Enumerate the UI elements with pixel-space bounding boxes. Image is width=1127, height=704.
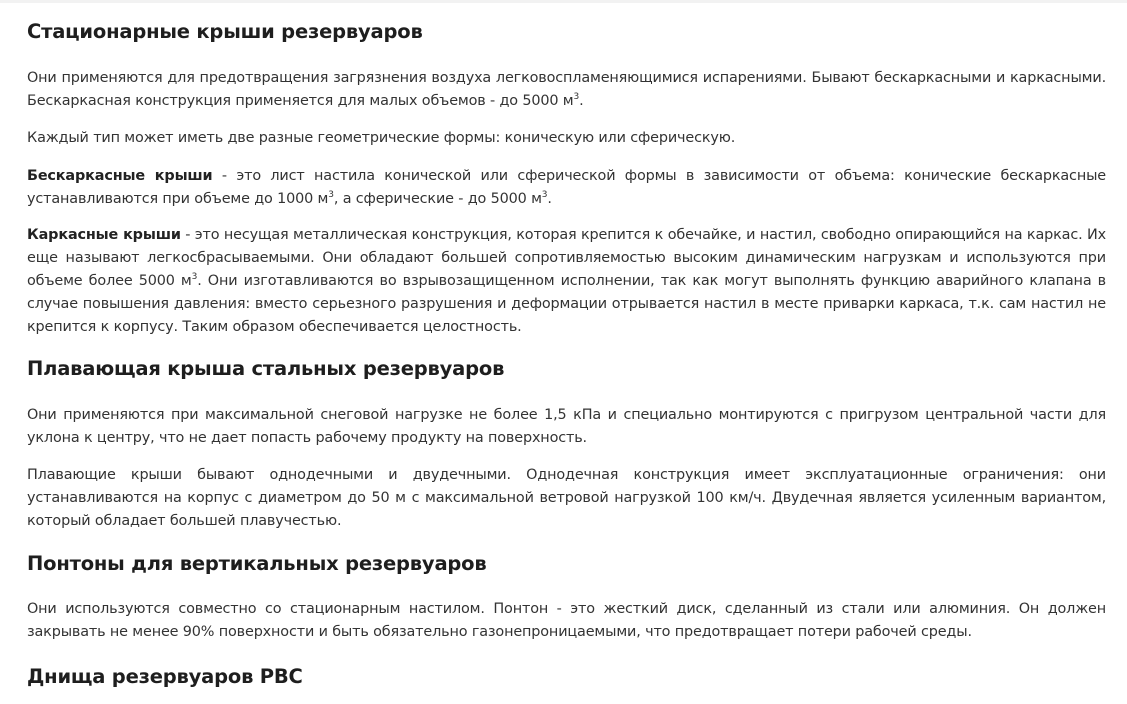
- paragraph-frame-roofs: [27, 224, 1106, 339]
- section-heading-tank-bottoms: Днища резервуаров РВС: [27, 665, 303, 688]
- paragraph-text: .: [547, 191, 552, 207]
- section-heading-pontoons: Понтоны для вертикальных резервуаров: [27, 552, 487, 575]
- superscript: 3: [541, 190, 548, 201]
- paragraph-text: .: [579, 93, 584, 109]
- superscript: 3: [573, 92, 580, 103]
- paragraph-text: , а сферические - до 5000 м: [333, 191, 542, 207]
- superscript: 3: [191, 272, 198, 283]
- paragraph-frameless-roofs: [27, 165, 1106, 211]
- bold-term: Каркасные крыши: [27, 227, 181, 243]
- paragraph-geometric-forms: Каждый тип может иметь две разные геометрические формы: коническую или сферическую.: [27, 130, 736, 146]
- bold-term: Бескаркасные крыши: [27, 168, 213, 184]
- superscript: 3: [328, 190, 334, 201]
- paragraph-text: . Они изготавливаются во взрывозащищенном исполнении, так как могут выполнять функцию аварийного клапана в случае повышения давления: вместо серьезного разрушения и деформации отрывается настил в месте приварки каркаса, т.к. сам настил не крепится к корпусу. Таким образом обеспечивается целостность.: [27, 273, 1106, 335]
- section-heading-fixed-roofs: Стационарные крыши резервуаров: [27, 20, 423, 43]
- paragraph-text: - это несущая металлическая конструкция, которая крепится к обечайке, и настил, свободно опирающийся на каркас. Их еще называют легкосбрасываемыми. Они обладают большей сопротивляемостью высоким динамическим нагрузкам и используются при объеме более 5000 м: [27, 227, 1106, 289]
- top-divider: [0, 0, 1127, 3]
- paragraph-text: Они применяются для предотвращения загрязнения воздуха легковоспламеняющимися испарениями. Бывают бескаркасными и каркасными. Бескаркасная конструкция применяется для малых объемов - до 5000 м: [27, 70, 1106, 109]
- paragraph-pontoons: Они используются совместно со стационарным настилом. Понтон - это жесткий диск, сделанный из стали или алюминия. Он должен закрывать не менее 90% поверхности и быть обязательно газонепроницаемыми, что предотвращает потери рабочей среды.: [27, 601, 1106, 640]
- paragraph-text: - это лист настила конической или сферической формы в зависимости от объема: конические бескаркасные устанавливаются при объеме до 1000 м: [27, 168, 1106, 207]
- paragraph-floating-roof-load: Они применяются при максимальной снеговой нагрузке не более 1,5 кПа и специально монтируются с пригрузом центральной части для уклона к центру, что не дает попасть рабочему продукту на поверхность.: [27, 407, 1106, 446]
- section-heading-floating-roof: Плавающая крыша стальных резервуаров: [27, 357, 505, 380]
- paragraph-floating-roof-types: Плавающие крыши бывают однодечными и двудечными. Однодечная конструкция имеет эксплуатационные ограничения: они устанавливаются на корпус с диаметром до 50 м с максимальной ветровой нагрузкой 100 км/ч. Двудечная является усиленным вариантом, который обладает большей плавучестью.: [27, 467, 1106, 529]
- paragraph-fixed-roofs-intro: [27, 67, 1106, 113]
